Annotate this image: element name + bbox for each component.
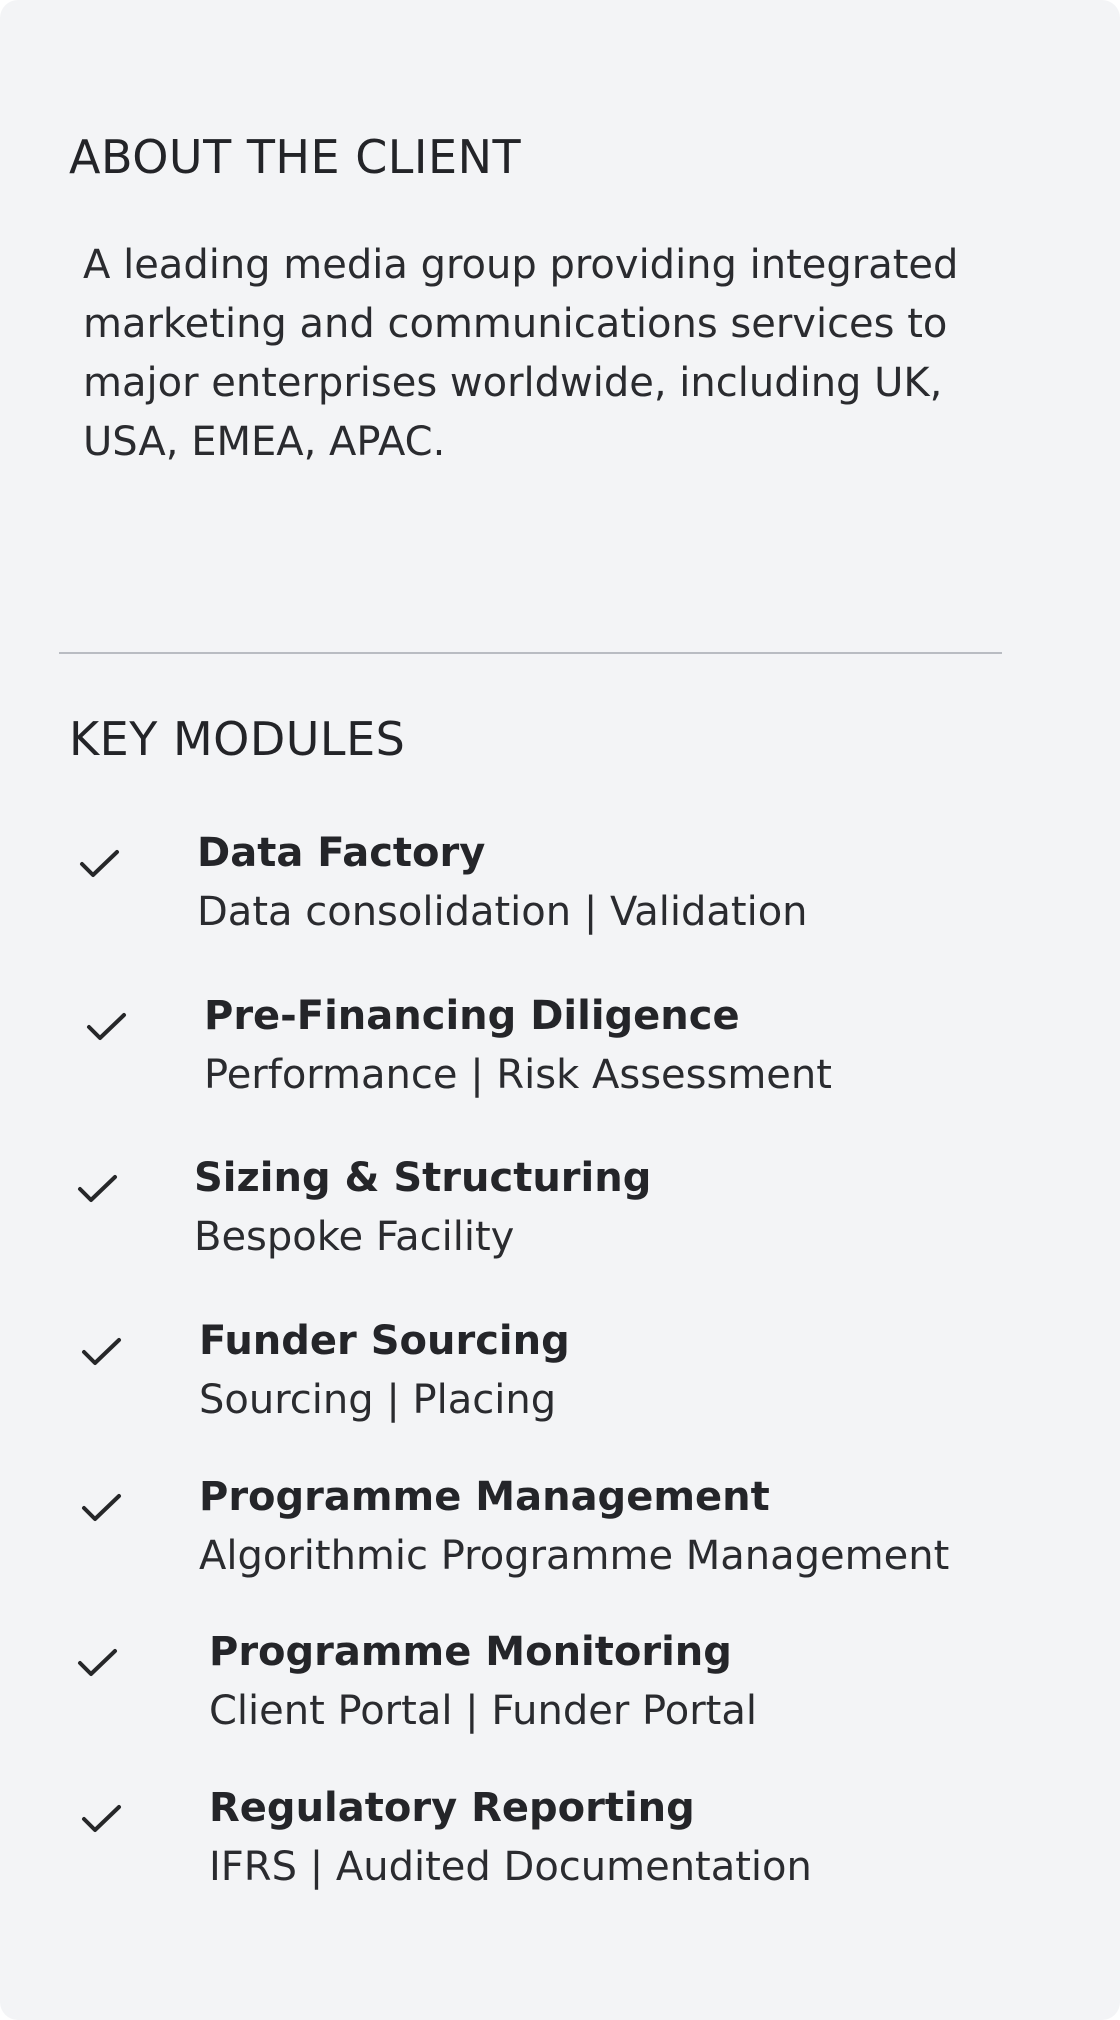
module-title: Programme Monitoring <box>209 1629 732 1675</box>
module-item <box>0 1623 1120 1743</box>
check-icon <box>76 1645 120 1681</box>
module-title: Pre-Financing Diligence <box>204 993 740 1039</box>
check-icon <box>85 1009 129 1045</box>
check-icon <box>80 1801 124 1837</box>
module-title: Regulatory Reporting <box>209 1785 695 1831</box>
check-icon <box>80 1490 124 1526</box>
check-icon <box>80 1334 124 1370</box>
module-description: Data consolidation | Validation <box>197 889 808 935</box>
module-title: Data Factory <box>197 830 486 876</box>
modules-title: KEY MODULES <box>69 712 406 766</box>
module-item <box>0 1468 1120 1588</box>
module-item <box>0 987 1120 1107</box>
about-description: A leading media group providing integrated marketing and communications services to major enterprises worldwide, including UK, USA, EMEA, APAC. <box>83 242 959 465</box>
module-item <box>0 1779 1120 1899</box>
module-item <box>0 1312 1120 1432</box>
module-title: Programme Management <box>199 1474 770 1520</box>
check-icon <box>78 846 122 882</box>
section-divider <box>59 652 1002 654</box>
module-description: IFRS | Audited Documentation <box>209 1844 812 1890</box>
module-title: Sizing & Structuring <box>194 1155 652 1201</box>
module-description: Bespoke Facility <box>194 1214 515 1260</box>
module-description: Client Portal | Funder Portal <box>209 1688 757 1734</box>
module-title: Funder Sourcing <box>199 1318 570 1364</box>
module-description: Sourcing | Placing <box>199 1377 557 1423</box>
module-item <box>0 1149 1120 1269</box>
module-description: Performance | Risk Assessment <box>204 1052 832 1098</box>
about-title: ABOUT THE CLIENT <box>69 130 522 184</box>
check-icon <box>76 1171 120 1207</box>
module-description: Algorithmic Programme Management <box>199 1533 950 1579</box>
module-item <box>0 824 1120 944</box>
